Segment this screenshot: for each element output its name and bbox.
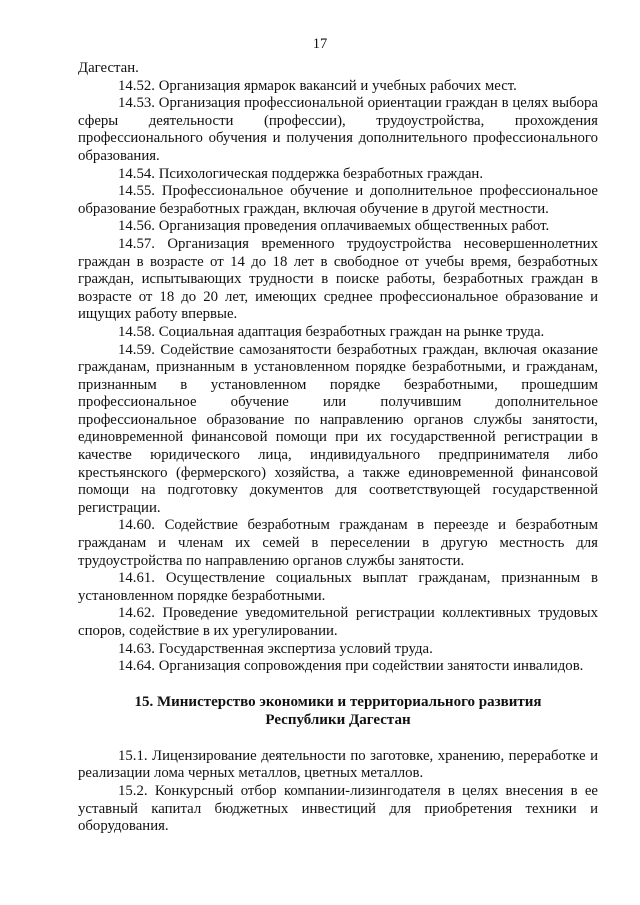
list-item-15-1: 15.1. Лицензирование деятельности по заготовке, хранению, переработке и реализации лома черных металлов, цветных металлов. [78, 747, 598, 782]
section-heading-line-2: Республики Дагестан [265, 711, 411, 728]
list-item-14-56: 14.56. Организация проведения оплачиваемых общественных работ. [118, 218, 550, 235]
section-heading-line-1: 15. Министерство экономики и территориального развития [134, 693, 542, 710]
list-item-14-54: 14.54. Психологическая поддержка безработных граждан. [118, 165, 484, 182]
section-heading [78, 693, 598, 729]
list-item-14-57: 14.57. Организация временного трудоустройства несовершеннолетних граждан в возрасте от 14 до 18 лет в свободное от учебы время, безработных граждан, испытывающих трудности в поиске работы, безработных граждан в возрасте от 18 до 20 лет, имеющих среднее профессиональное образование и ищущих работу впервые. [78, 235, 598, 323]
continuation-text: Дагестан. [78, 60, 139, 76]
list-item-14-59: 14.59. Содействие самозанятости безработных граждан, включая оказание гражданам, признанным в установленном порядке безработными, и гражданам, признанным в установленном порядке безработными, прошедшим профессиональное обучение или получившим дополнительное профессиональное образование по направлению органов службы занятости, единовременной финансовой помощи при их государственной регистрации в качестве юридического лица, индивидуального предпринимателя либо крестьянского (фермерского) хозяйства, а также единовременной финансовой помощи на подготовку документов для соответствующей государственной регистрации. [78, 341, 598, 516]
list-item-14-58: 14.58. Социальная адаптация безработных граждан на рынке труда. [118, 323, 545, 340]
list-item-14-63: 14.63. Государственная экспертиза условий труда. [118, 640, 433, 657]
list-item-14-61: 14.61. Осуществление социальных выплат гражданам, признанным в установленном порядке безработными. [78, 570, 598, 604]
list-item-14-55: 14.55. Профессиональное обучение и дополнительное профессиональное образование безработных граждан, включая обучение в другой местности. [78, 183, 598, 217]
list-item-14-52: 14.52. Организация ярмарок вакансий и учебных рабочих мест. [118, 77, 517, 94]
list-item-14-53: 14.53. Организация профессиональной ориентации граждан в целях выбора сферы деятельности (профессии), трудоустройства, прохождения профессионального обучения и получения дополнительного профессионального образования. [78, 95, 598, 164]
list-item-14-64: 14.64. Организация сопровождения при содействии занятости инвалидов. [118, 658, 584, 675]
list-item-14-62: 14.62. Проведение уведомительной регистрации коллективных трудовых споров, содействие в их урегулировании. [78, 605, 598, 639]
list-item-15-2: 15.2. Конкурсный отбор компании-лизингодателя в целях внесения в ее уставный капитал бюджетных инвестиций для приобретения техники и оборудования. [78, 782, 598, 835]
page-number: 17 [312, 36, 328, 52]
list-item-14-60: 14.60. Содействие безработным гражданам в переезде и безработным гражданам и членам их семей в переселении в другую местность для трудоустройства по направлению органов службы занятости. [78, 517, 598, 569]
document-body [78, 60, 598, 836]
